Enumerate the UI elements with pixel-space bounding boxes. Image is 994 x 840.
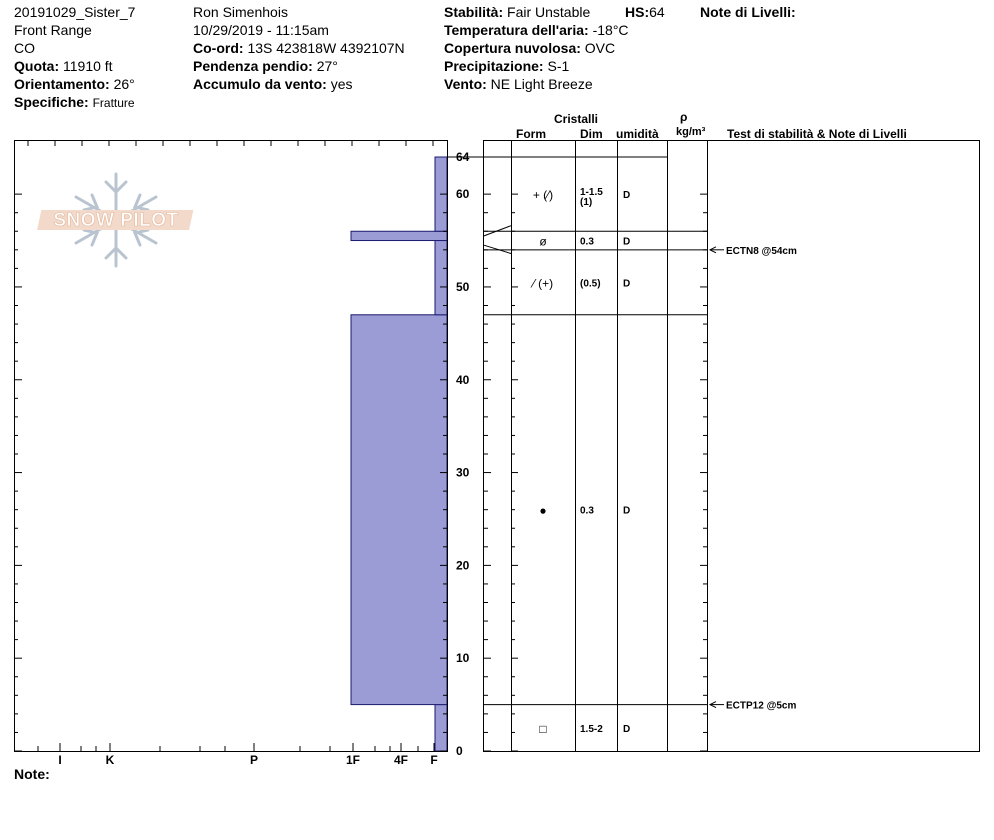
elevation-label: Quota: — [14, 58, 60, 74]
hardness-tick-label: 4F — [393, 753, 409, 767]
moisture-header: umidità — [616, 127, 659, 141]
logo-text: SNOW PILOT — [53, 210, 179, 231]
depth-tick-label: 40 — [456, 372, 470, 387]
wind-load-label: Accumulo da vento: — [193, 76, 327, 92]
layer-moisture: D — [623, 278, 631, 290]
hardness-tick-label: P — [249, 753, 259, 767]
depth-top-label: 64 — [456, 150, 470, 164]
air-temp-value: -18°C — [592, 22, 629, 38]
depth-tick-label: 30 — [456, 465, 470, 480]
sky-label: Copertura nuvolosa: — [444, 40, 581, 56]
depth-tick-label: 0 — [456, 744, 463, 758]
layer-form: ● — [539, 503, 547, 518]
density-symbol: ρ — [680, 110, 688, 124]
air-temp-label: Temperatura dell'aria: — [444, 22, 589, 38]
depth-tick-label: 60 — [456, 187, 470, 202]
layer-moisture: D — [623, 723, 631, 735]
elevation-value: 11910 ft — [63, 58, 113, 74]
hardness-bar — [435, 241, 447, 315]
hardness-tick-label: 1F — [345, 753, 361, 767]
wind-value: NE Light Breeze — [490, 76, 593, 92]
aspect-value: 26° — [113, 76, 135, 92]
stability-test-label: ECTP12 @5cm — [726, 700, 797, 712]
slope-value: 27° — [316, 58, 338, 74]
datetime: 10/29/2019 - 11:15am — [193, 22, 329, 38]
layer-size: 1.5-2 — [580, 723, 603, 735]
hardness-bar — [351, 315, 447, 705]
layer-table — [484, 140, 980, 752]
hardness-tick-label: F — [430, 753, 438, 767]
pit-name: 20191029_Sister_7 — [14, 4, 136, 20]
state-name: CO — [14, 40, 35, 56]
hardness-bar — [351, 231, 447, 240]
note-label: Note: — [14, 766, 50, 782]
coord-label: Co-ord: — [193, 40, 244, 56]
depth-tick-label: 10 — [456, 651, 470, 666]
sky-value: OVC — [584, 40, 616, 56]
crystals-header: Cristalli — [554, 112, 599, 126]
layer-size: (0.5) — [580, 278, 601, 290]
tests-header: Test di stabilità & Note di Livelli — [727, 127, 907, 141]
precip-value: S-1 — [547, 58, 570, 74]
layer-moisture: D — [623, 236, 631, 248]
hardness-profile — [351, 157, 447, 751]
coord-value: 13S 423818W 4392107N — [247, 40, 405, 56]
wind-label: Vento: — [444, 76, 487, 92]
layer-rows — [484, 157, 707, 736]
layer-form: + (⁄) — [532, 188, 554, 203]
precip-label: Precipitazione: — [444, 58, 544, 74]
snow-pilot-logo — [37, 174, 193, 266]
stability-test-label: ECTN8 @54cm — [726, 245, 797, 257]
stability-label: Stabilità: — [444, 4, 504, 20]
hs-label: HS: — [625, 4, 650, 20]
layer-size: 0.3 — [580, 505, 594, 517]
hardness-tick-label: I — [58, 753, 62, 767]
layer-form: □ — [539, 721, 547, 736]
depth-tick-label: 50 — [456, 279, 470, 294]
layer-moisture: D — [623, 190, 631, 202]
hardness-bar — [435, 705, 447, 751]
form-header: Form — [516, 127, 546, 141]
size-header: Dim — [580, 127, 603, 141]
hs-value: 64 — [649, 4, 665, 20]
layer-moisture: D — [623, 505, 631, 517]
layer-form: ⁄ (+) — [532, 276, 554, 291]
stability-value: Fair Unstable — [507, 4, 591, 20]
layer-form: ø — [539, 234, 547, 249]
aspect-label: Orientamento: — [14, 76, 110, 92]
density-unit: kg/m³ — [676, 126, 706, 138]
depth-tick-label: 20 — [456, 558, 470, 573]
observer: Ron Simenhois — [193, 4, 288, 20]
layer-size: 1-1.5 — [580, 187, 603, 199]
stability-tests — [710, 246, 797, 712]
layer-size: 0.3 — [580, 236, 594, 248]
wind-load-value: yes — [330, 76, 353, 92]
layer-size-extra: (1) — [580, 197, 593, 209]
slope-label: Pendenza pendio: — [193, 58, 313, 74]
range-name: Front Range — [14, 22, 92, 38]
hardness-tick-label: K — [105, 753, 115, 767]
specifics-label: Specifiche: — [14, 94, 89, 110]
layer-notes-label: Note di Livelli: — [700, 4, 796, 20]
specifics-value: Fratture — [92, 96, 135, 110]
